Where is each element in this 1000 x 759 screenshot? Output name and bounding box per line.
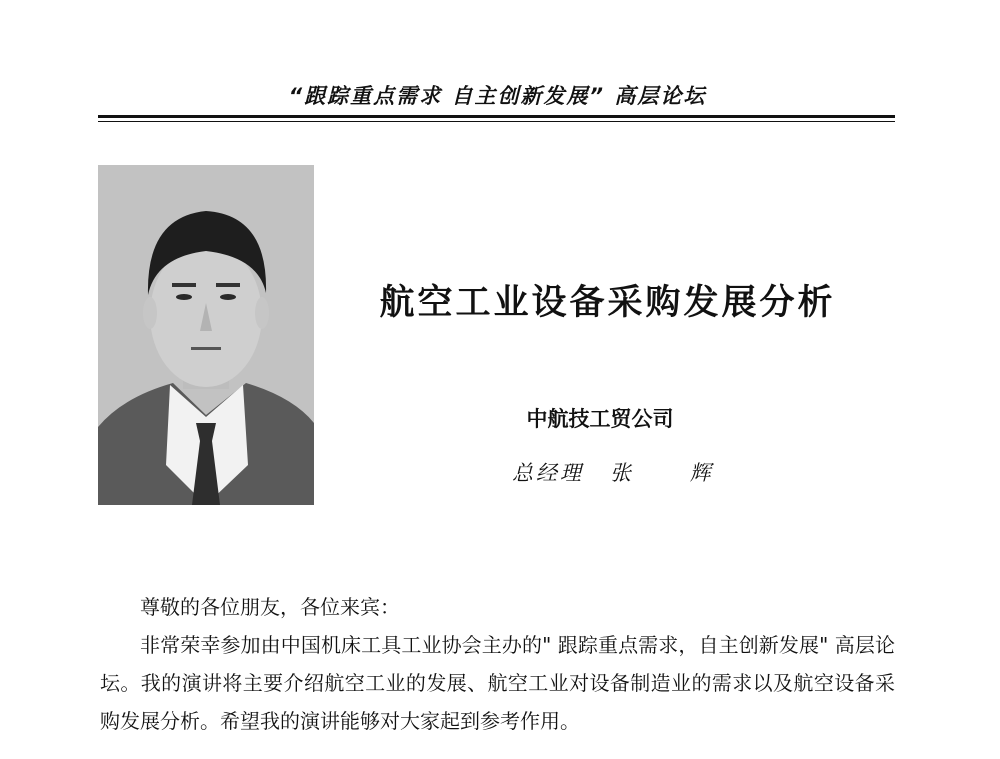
article-title: 航空工业设备采购发展分析 xyxy=(379,283,836,323)
greeting-paragraph: 尊敬的各位朋友，各位来宾： xyxy=(140,595,400,619)
author-company: 中航技工贸公司 xyxy=(526,407,674,431)
intro-paragraph: 非常荣幸参加由中国机床工具工业协会主办的" 跟踪重点需求，自主创新发展" 高层论坛。我的演讲将主要介绍航空工业的发展、航空工业对设备制造业的需求以及航空设备采购发展分析。希望我的演讲能够对大家起到参考作用。 xyxy=(100,633,895,733)
author-role: 总经理 xyxy=(512,461,584,485)
author-portrait xyxy=(98,165,314,505)
header-rule-thick xyxy=(98,115,895,118)
speech-body xyxy=(100,588,895,740)
author-line xyxy=(512,457,737,487)
running-header: “跟踪重点需求 自主创新发展” 高层论坛 xyxy=(288,84,707,108)
author-name: 张 辉 xyxy=(610,461,737,485)
header-rule-thin xyxy=(98,121,895,122)
